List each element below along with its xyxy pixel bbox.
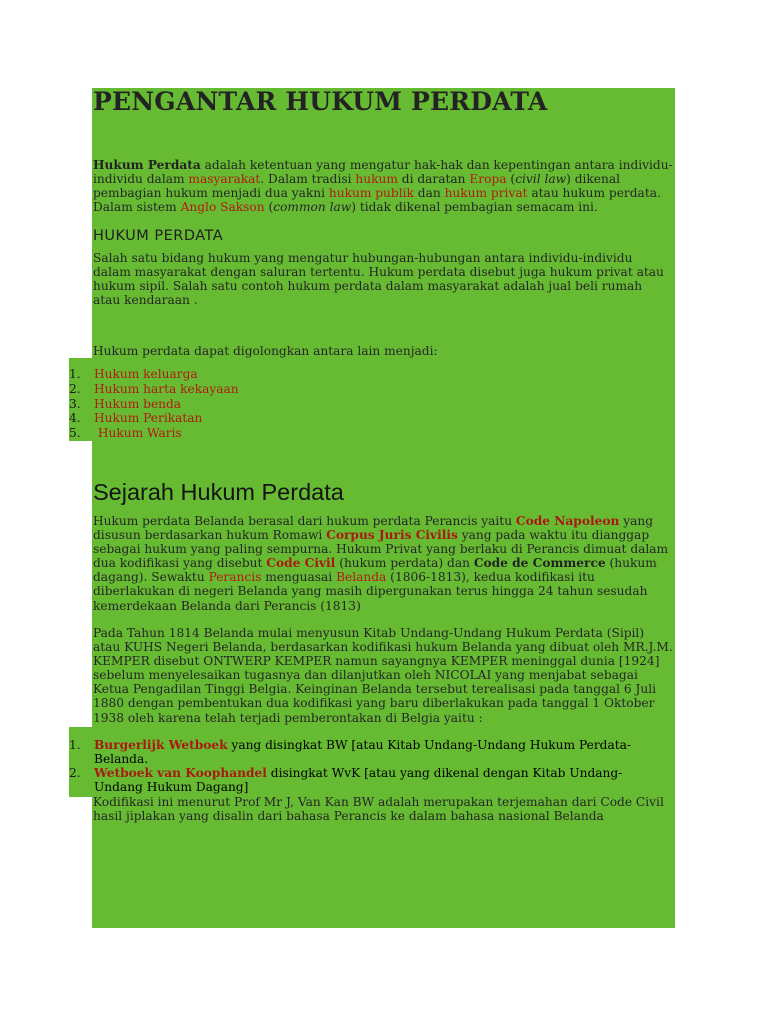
link-masyarakat[interactable]: masyarakat — [188, 172, 261, 187]
link-eropa[interactable]: Eropa — [469, 172, 507, 187]
link-hukum-publik[interactable]: hukum publik — [328, 186, 414, 201]
closing-paragraph: Kodifikasi ini menurut Prof Mr J, Van Kan BW adalah merupakan terjemahan dari Code Civil hasil jiplakan yang disalin dari bahasa Perancis ke dalam bahasa nasional Belanda — [93, 795, 664, 824]
link-code-napoleon[interactable]: Code Napoleon — [515, 514, 620, 528]
term-code-de-commerce: Code de Commerce — [473, 556, 606, 571]
link-hukum-privat[interactable]: hukum privat — [444, 186, 528, 201]
link-belanda[interactable]: Belanda — [336, 570, 387, 585]
link-corpus-juris-civilis[interactable]: Corpus Juris Civilis — [326, 528, 458, 543]
document-title: PENGANTAR HUKUM PERDATA — [93, 87, 548, 116]
history-paragraph-1: Hukum perdata Belanda berasal dari hukum perdata Perancis yaitu Code Napoleon yang disusun berdasarkan hukum Romawi Corpus Juris Civilis yang pada waktu itu dianggap sebagai hukum yang paling sempurna. Hukum Privat yang berlaku di Perancis dimuat dalam dua kodifikasi yang disebut Code Civil (hukum perdata) dan Code de Commerce (hukum dagang). Sewaktu Perancis menguasai Belanda (1806-1813), kedua kodifikasi itu diberlakukan di negeri Belanda yang masih dipergunakan terus hingga 24 tahun sesudah kemerdekaan Belanda dari Perancis (1813) — [93, 514, 669, 613]
link-hukum-benda[interactable]: Hukum benda — [94, 396, 182, 411]
link-hukum-waris[interactable]: Hukum Waris — [94, 426, 182, 441]
list-item: 1. Hukum keluarga — [69, 367, 198, 381]
link-burgerlijk-wetboek[interactable]: Burgerlijk Wetboek — [94, 738, 228, 752]
list-item: 2. Hukum harta kekayaan — [69, 381, 239, 396]
link-perancis[interactable]: Perancis — [208, 570, 262, 585]
link-wetboek-van-koophandel[interactable]: Wetboek van Koophandel — [94, 766, 267, 781]
groups-list — [69, 367, 239, 441]
history-paragraph-2: Pada Tahun 1814 Belanda mulai menyusun Kitab Undang-Undang Hukum Perdata (Sipil) atau KUHS Negeri Belanda, berdasarkan kodifikasi hukum Belanda yang dibuat oleh MR.J.M. KEMPER disebut ONTWERP KEMPER namun sayangnya KEMPER meninggal dunia [1924] sebelum menyelesaikan tugasnya dan dilanjutkan oleh NICOLAI yang menjabat sebagai Ketua Pengadilan Tinggi Belgia. Keinginan Belanda tersebut terealisasi pada tanggal 6 Juli 1880 dengan pembentukan dua kodifikasi yang baru diberlakukan pada tanggal 1 Oktober 1938 oleh karena telah terjadi pemberontakan di Belgia yaitu : — [93, 626, 673, 725]
section-heading-hukum-perdata: HUKUM PERDATA — [93, 228, 224, 244]
term-hukum-perdata: Hukum Perdata — [93, 158, 201, 172]
intro-paragraph: Hukum Perdata adalah ketentuan yang mengatur hak-hak dan kepentingan antara individu-individu dalam masyarakat. Dalam tradisi hukum di daratan Eropa (civil law) dikenal pembagian hukum menjadi dua yakni hukum publik dan hukum privat atau hukum perdata. Dalam sistem Anglo Sakson (common law) tidak dikenal pembagian semacam ini. — [93, 158, 673, 215]
list-item: 5. Hukum Waris — [69, 426, 182, 441]
section-heading-sejarah: Sejarah Hukum Perdata — [93, 479, 344, 505]
codes-list — [69, 738, 669, 794]
list-item: 3. Hukum benda — [69, 396, 182, 411]
link-hukum-harta-kekayaan[interactable]: Hukum harta kekayaan — [94, 381, 239, 396]
link-code-civil[interactable]: Code Civil — [266, 556, 336, 571]
link-hukum-perikatan[interactable]: Hukum Perikatan — [94, 411, 203, 426]
link-anglo-sakson[interactable]: Anglo Sakson — [180, 200, 265, 215]
groups-intro: Hukum perdata dapat digolongkan antara lain menjadi: — [93, 344, 438, 358]
list-item: 1. Burgerlijk Wetboek yang disingkat BW [atau Kitab Undang-Undang Hukum Perdata-Belanda. — [69, 738, 631, 767]
link-hukum-keluarga[interactable]: Hukum keluarga — [94, 367, 198, 381]
link-hukum[interactable]: hukum — [355, 172, 398, 187]
definition-paragraph: Salah satu bidang hukum yang mengatur hubungan-hubungan antara individu-individu dalam masyarakat dengan saluran tertentu. Hukum perdata disebut juga hukum privat atau hukum sipil. Salah satu contoh hukum perdata dalam masyarakat adalah jual beli rumah atau kendaraan . — [93, 251, 664, 308]
list-item: 2. Wetboek van Koophandel disingkat WvK [atau yang dikenal dengan Kitab Undang-Undang Hukum Dagang] — [69, 766, 623, 795]
list-item: 4. Hukum Perikatan — [69, 411, 203, 426]
